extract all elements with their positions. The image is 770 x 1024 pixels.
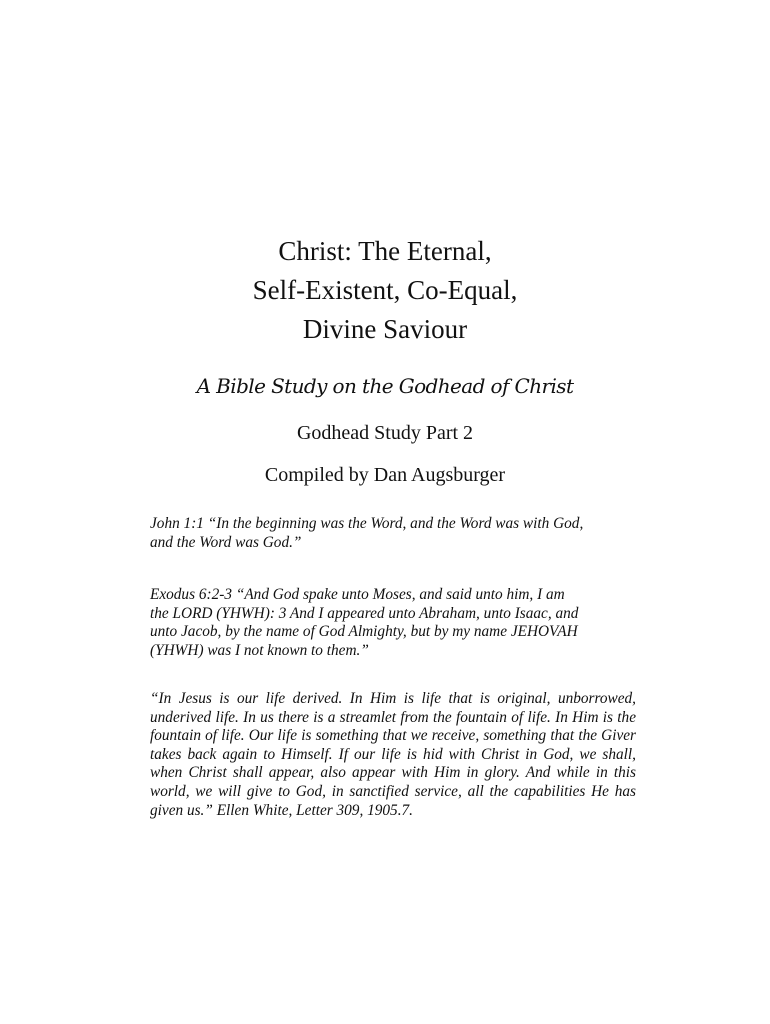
title-line-1: Christ: The Eternal, [278,236,492,266]
quote-line: the LORD (YHWH): 3 And I appeared unto Abraham, unto Isaac, and [150,604,579,622]
scripture-quote-john [150,515,636,552]
document-title [0,232,770,349]
quote-line: unto Jacob, by the name of God Almighty, but by my name JEHOVAH [150,623,578,641]
document-subtitle: A Bible Study on the Godhead of Christ [196,374,574,398]
scripture-quote-exodus [150,586,636,660]
compiled-by-line: Compiled by Dan Augsburger [264,464,506,486]
quote-line: and the Word was God.” [150,533,302,551]
quote-line: (YHWH) was I not known to them.” [150,641,369,659]
study-part-label: Godhead Study Part 2 [296,422,474,444]
quote-line: John 1:1 “In the beginning was the Word, and the Word was with God, [150,515,584,532]
title-line-2: Self-Existent, Co-Equal, [252,275,518,305]
quote-line: Exodus 6:2-3 “And God spake unto Moses, and said unto him, I am [150,586,565,603]
title-line-3: Divine Saviour [302,314,468,344]
ellen-white-quote: “In Jesus is our life derived. In Him is life that is original, unborrowed, underived life. In us there is a streamlet from the fountain of life. In Him is the fountain of life. Our life is something that we receive, something that the Giver takes back again to Himself. If our life is hid with Christ in God, we shall, when Christ shall appear, also appear with Him in glory. And while in this world, we will give to God, in sanctified service, all the capabilities He has given us.” Ellen White, Letter 309, 1905.7. [150,690,636,819]
